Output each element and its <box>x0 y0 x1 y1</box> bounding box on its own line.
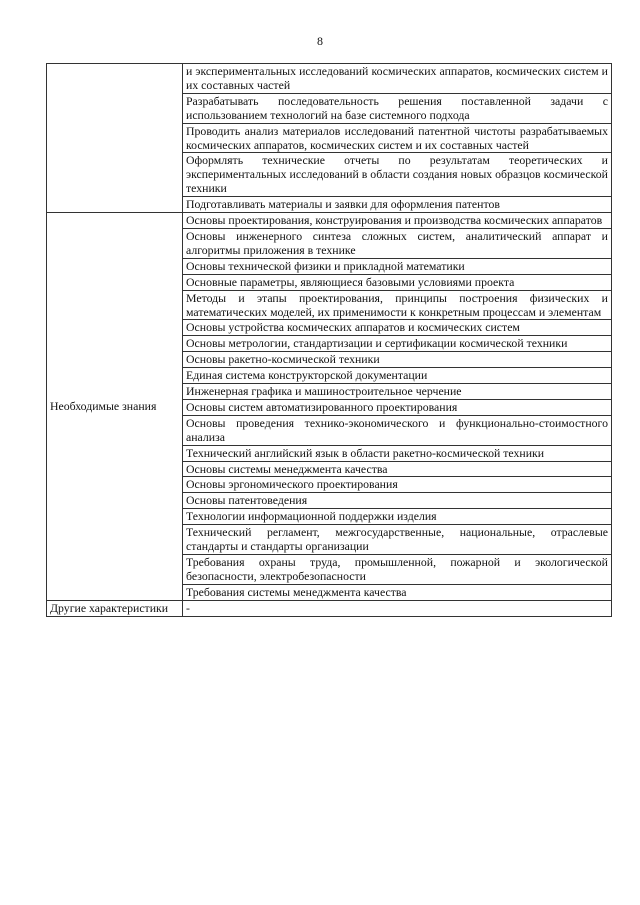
table-cell: Единая система конструкторской документации <box>183 368 612 384</box>
table-cell: - <box>183 600 612 616</box>
table-cell: Инженерная графика и машиностроительное черчение <box>183 384 612 400</box>
table-cell: Основы проектирования, конструирования и производства космических аппаратов <box>183 213 612 229</box>
table-row <box>47 64 612 94</box>
competency-table <box>46 63 612 617</box>
table-cell: Основные параметры, являющиеся базовыми условиями проекта <box>183 274 612 290</box>
table-cell: Основы эргономического проектирования <box>183 477 612 493</box>
table-row <box>47 213 612 229</box>
table-cell: Основы устройства космических аппаратов и космических систем <box>183 320 612 336</box>
table-cell: Оформлять технические отчеты по результатам теоретических и экспериментальных исследований в области создания новых образцов космической техники <box>183 153 612 197</box>
table-cell: Технологии информационной поддержки изделия <box>183 509 612 525</box>
table-cell: Основы метрологии, стандартизации и сертификации космической техники <box>183 336 612 352</box>
table-cell: Разрабатывать последовательность решения поставленной задачи с использованием технологий на базе системного подхода <box>183 93 612 123</box>
table-cell: и экспериментальных исследований космических аппаратов, космических систем и их составных частей <box>183 64 612 94</box>
table-cell: Технический регламент, межгосударственные, национальные, отраслевые стандарты и стандарты организации <box>183 525 612 555</box>
table-cell: Основы проведения технико-экономического и функционально-стоимостного анализа <box>183 415 612 445</box>
table-cell: Основы патентоведения <box>183 493 612 509</box>
table-cell: Основы инженерного синтеза сложных систем, аналитический аппарат и алгоритмы приложения в технике <box>183 228 612 258</box>
table-cell: Проводить анализ материалов исследований патентной чистоты разрабатываемых космических аппаратов, космических систем и их составных частей <box>183 123 612 153</box>
table-cell: Технический английский язык в области ракетно-космической техники <box>183 445 612 461</box>
section-label: Необходимые знания <box>47 213 183 601</box>
table-cell: Основы технической физики и прикладной математики <box>183 258 612 274</box>
table-cell: Требования системы менеджмента качества <box>183 584 612 600</box>
table-cell: Основы системы менеджмента качества <box>183 461 612 477</box>
section-label <box>47 64 183 213</box>
table-cell: Методы и этапы проектирования, принципы построения физических и математических моделей, их применимости к конкретным процессам и элементам <box>183 290 612 320</box>
page-number: 8 <box>317 34 323 48</box>
section-label: Другие характеристики <box>47 600 183 616</box>
table-cell: Основы систем автоматизированного проектирования <box>183 399 612 415</box>
table-cell: Требования охраны труда, промышленной, пожарной и экологической безопасности, электробезопасности <box>183 555 612 585</box>
table-row <box>47 600 612 616</box>
table-cell: Подготавливать материалы и заявки для оформления патентов <box>183 197 612 213</box>
table-cell: Основы ракетно-космической техники <box>183 352 612 368</box>
